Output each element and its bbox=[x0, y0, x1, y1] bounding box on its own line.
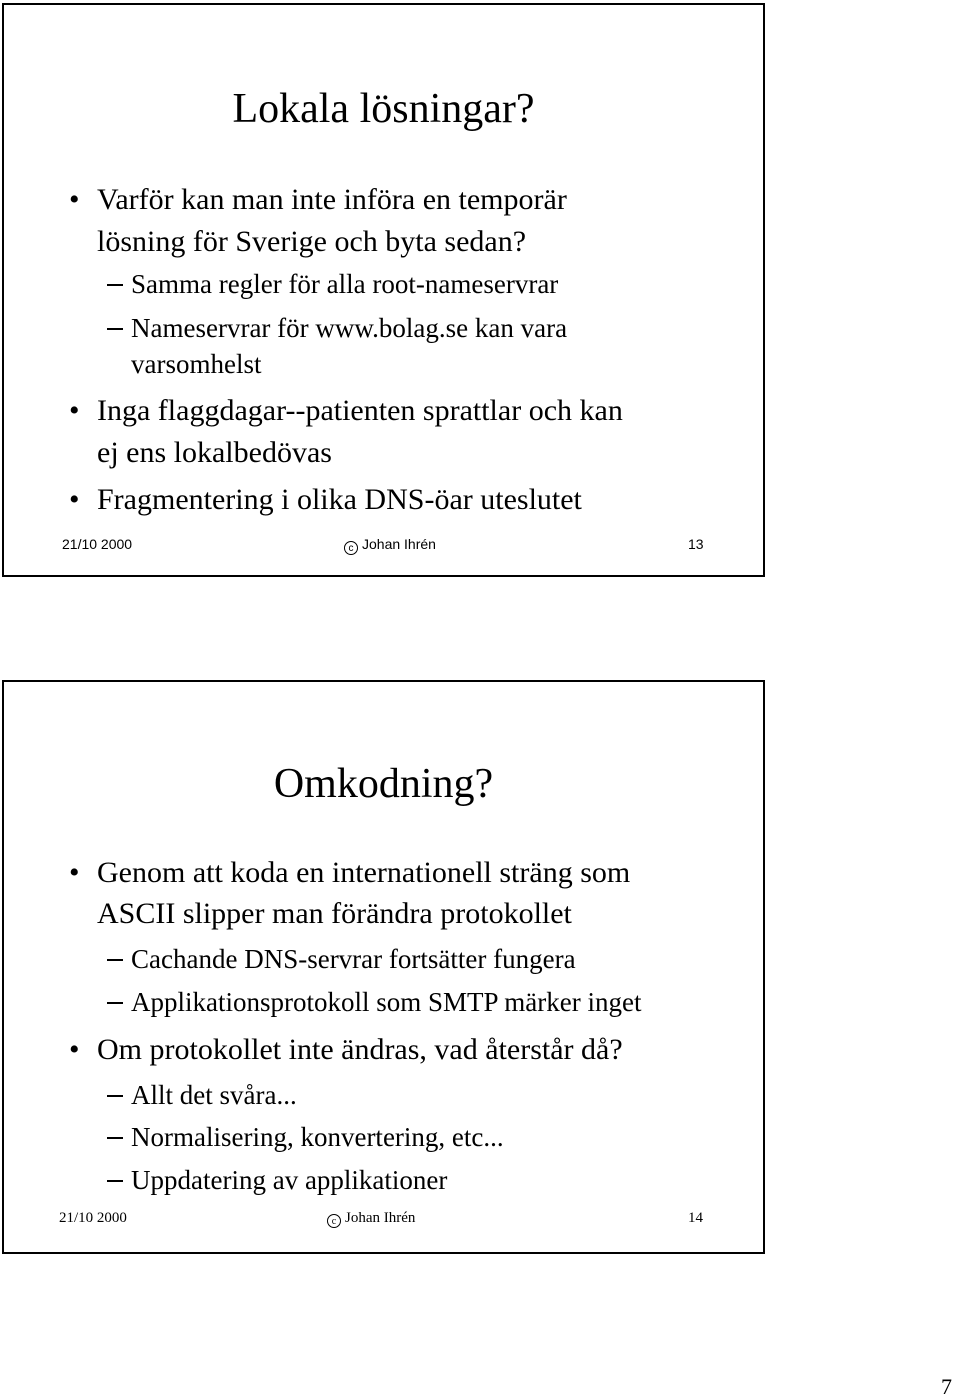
bullet-item bbox=[69, 390, 623, 432]
bullet-line: Varför kan man inte införa en temporär bbox=[97, 183, 567, 216]
sub-line: Cachande DNS-servrar fortsätter fungera bbox=[131, 944, 576, 974]
sub-line: Nameservrar för www.bolag.se kan vara bbox=[131, 313, 568, 343]
bullet-line: Inga flaggdagar--patienten sprattlar och kan bbox=[97, 394, 623, 427]
footer-author: c Johan Ihrén bbox=[344, 536, 436, 555]
dash-icon bbox=[107, 1002, 123, 1004]
dash-icon bbox=[107, 959, 123, 961]
slide-14 bbox=[2, 680, 765, 1254]
slide-title: Omkodning? bbox=[273, 761, 494, 807]
bullet-dot-icon: • bbox=[69, 1033, 80, 1066]
footer-author: c Johan Ihrén bbox=[327, 1210, 415, 1228]
sub-line: Applikationsprotokoll som SMTP märker inget bbox=[131, 987, 642, 1017]
footer-date: 21/10 2000 bbox=[62, 536, 133, 552]
sub-item bbox=[131, 1159, 447, 1201]
dash-icon bbox=[107, 284, 123, 286]
bullet-line: Genom att koda en internationell sträng som bbox=[97, 856, 631, 889]
sub-item bbox=[131, 1074, 297, 1116]
footer-slide-number: 13 bbox=[688, 536, 704, 552]
footer-slide-number: 14 bbox=[688, 1210, 703, 1226]
sub-line: Allt det svåra... bbox=[131, 1080, 297, 1110]
bullet-line: lösning för Sverige och byta sedan? bbox=[97, 225, 527, 258]
sub-item bbox=[131, 981, 641, 1023]
bullet-item-continuation bbox=[97, 221, 526, 263]
bullet-item-continuation bbox=[97, 893, 572, 935]
bullet-item bbox=[69, 1029, 623, 1071]
copyright-icon: c bbox=[344, 541, 358, 555]
bullet-dot-icon: • bbox=[69, 183, 80, 216]
page-number: 7 bbox=[941, 1374, 952, 1399]
bullet-item bbox=[69, 179, 567, 221]
bullet-item bbox=[69, 852, 631, 894]
sub-item bbox=[131, 938, 576, 980]
bullet-dot-icon: • bbox=[69, 394, 80, 427]
sub-line: Normalisering, konvertering, etc... bbox=[131, 1122, 504, 1152]
bullet-dot-icon: • bbox=[69, 483, 80, 516]
footer-date: 21/10 2000 bbox=[59, 1210, 127, 1226]
bullet-line: Om protokollet inte ändras, vad återstår då? bbox=[97, 1033, 623, 1066]
sub-line: Uppdatering av applikationer bbox=[131, 1165, 448, 1195]
dash-icon bbox=[107, 328, 123, 330]
bullet-item-continuation bbox=[97, 432, 332, 474]
slide-title: Lokala lösningar? bbox=[232, 86, 535, 132]
bullet-line: ej ens lokalbedövas bbox=[97, 436, 332, 469]
dash-icon bbox=[107, 1095, 123, 1097]
sub-line: varsomhelst bbox=[131, 349, 262, 379]
dash-icon bbox=[107, 1180, 123, 1182]
slide-13 bbox=[2, 3, 765, 577]
dash-icon bbox=[107, 1137, 123, 1139]
sub-item-continuation bbox=[131, 343, 261, 385]
bullet-dot-icon: • bbox=[69, 856, 80, 889]
copyright-icon: c bbox=[327, 1214, 341, 1228]
sub-item bbox=[131, 263, 558, 305]
sub-line: Samma regler för alla root-nameservrar bbox=[131, 269, 559, 299]
bullet-line: Fragmentering i olika DNS-öar uteslutet bbox=[97, 483, 582, 516]
sub-item bbox=[131, 1116, 504, 1158]
bullet-line: ASCII slipper man förändra protokollet bbox=[97, 897, 572, 930]
bullet-item bbox=[69, 479, 582, 521]
